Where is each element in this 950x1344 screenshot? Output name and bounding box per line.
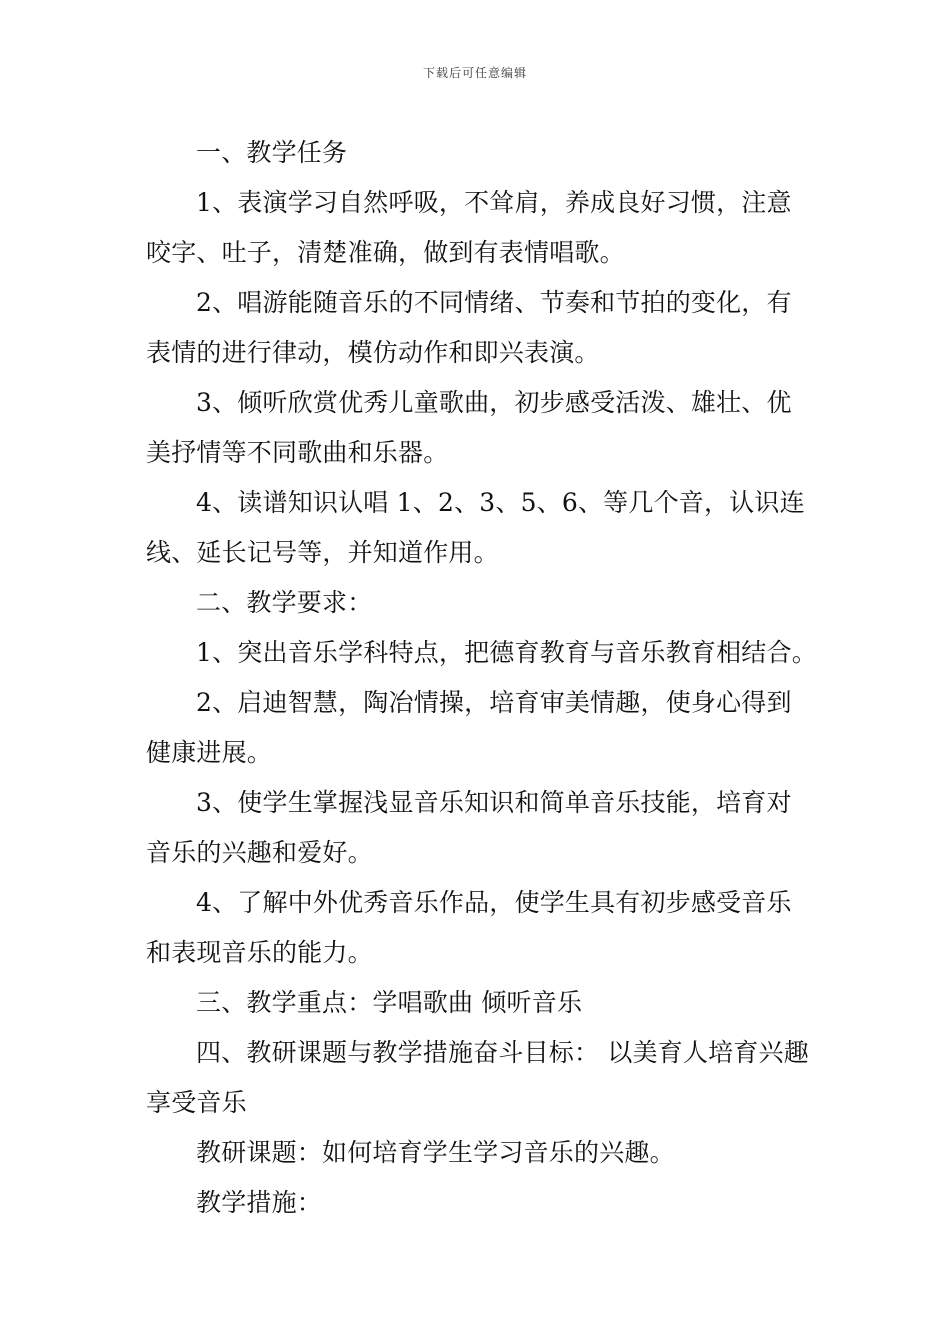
page-header: 下载后可任意编辑 <box>422 66 527 80</box>
paragraph: 3、倾听欣赏优秀儿童歌曲，初步感受活泼、雄壮、优美抒情等不同歌曲和乐器。 <box>146 388 792 467</box>
paragraph: 3、使学生掌握浅显音乐知识和简单音乐技能，培育对音乐的兴趣和爱好。 <box>146 788 792 867</box>
document-body <box>146 128 817 1228</box>
section-heading-research: 四、教研课题与教学措施奋斗目标： 以美育人培育兴趣 享受音乐 <box>146 1038 809 1117</box>
paragraph: 1、表演学习自然呼吸，不耸肩，养成良好习惯，注意咬字、吐子，清楚准确，做到有表情唱歌。 <box>146 188 792 267</box>
paragraph: 4、了解中外优秀音乐作品，使学生具有初步感受音乐和表现音乐的能力。 <box>146 888 792 967</box>
paragraph: 教学措施： <box>196 1188 323 1217</box>
paragraph: 2、启迪智慧，陶冶情操，培育审美情趣，使身心得到健康进展。 <box>146 688 792 767</box>
paragraph: 1、突出音乐学科特点，把德育教育与音乐教育相结合。 <box>196 638 817 667</box>
section-heading-tasks: 一、教学任务 <box>196 138 348 167</box>
paragraph: 2、唱游能随音乐的不同情绪、节奏和节拍的变化，有表情的进行律动，模仿动作和即兴表演。 <box>146 288 792 367</box>
section-heading-requirements: 二、教学要求： <box>196 588 373 617</box>
section-heading-focus: 三、教学重点：学唱歌曲 倾听音乐 <box>196 988 583 1017</box>
paragraph: 4、读谱知识认唱 1、2、3、5、6、等几个音，认识连线、延长记号等，并知道作用。 <box>146 488 805 567</box>
paragraph: 教研课题：如何培育学生学习音乐的兴趣。 <box>196 1138 675 1167</box>
